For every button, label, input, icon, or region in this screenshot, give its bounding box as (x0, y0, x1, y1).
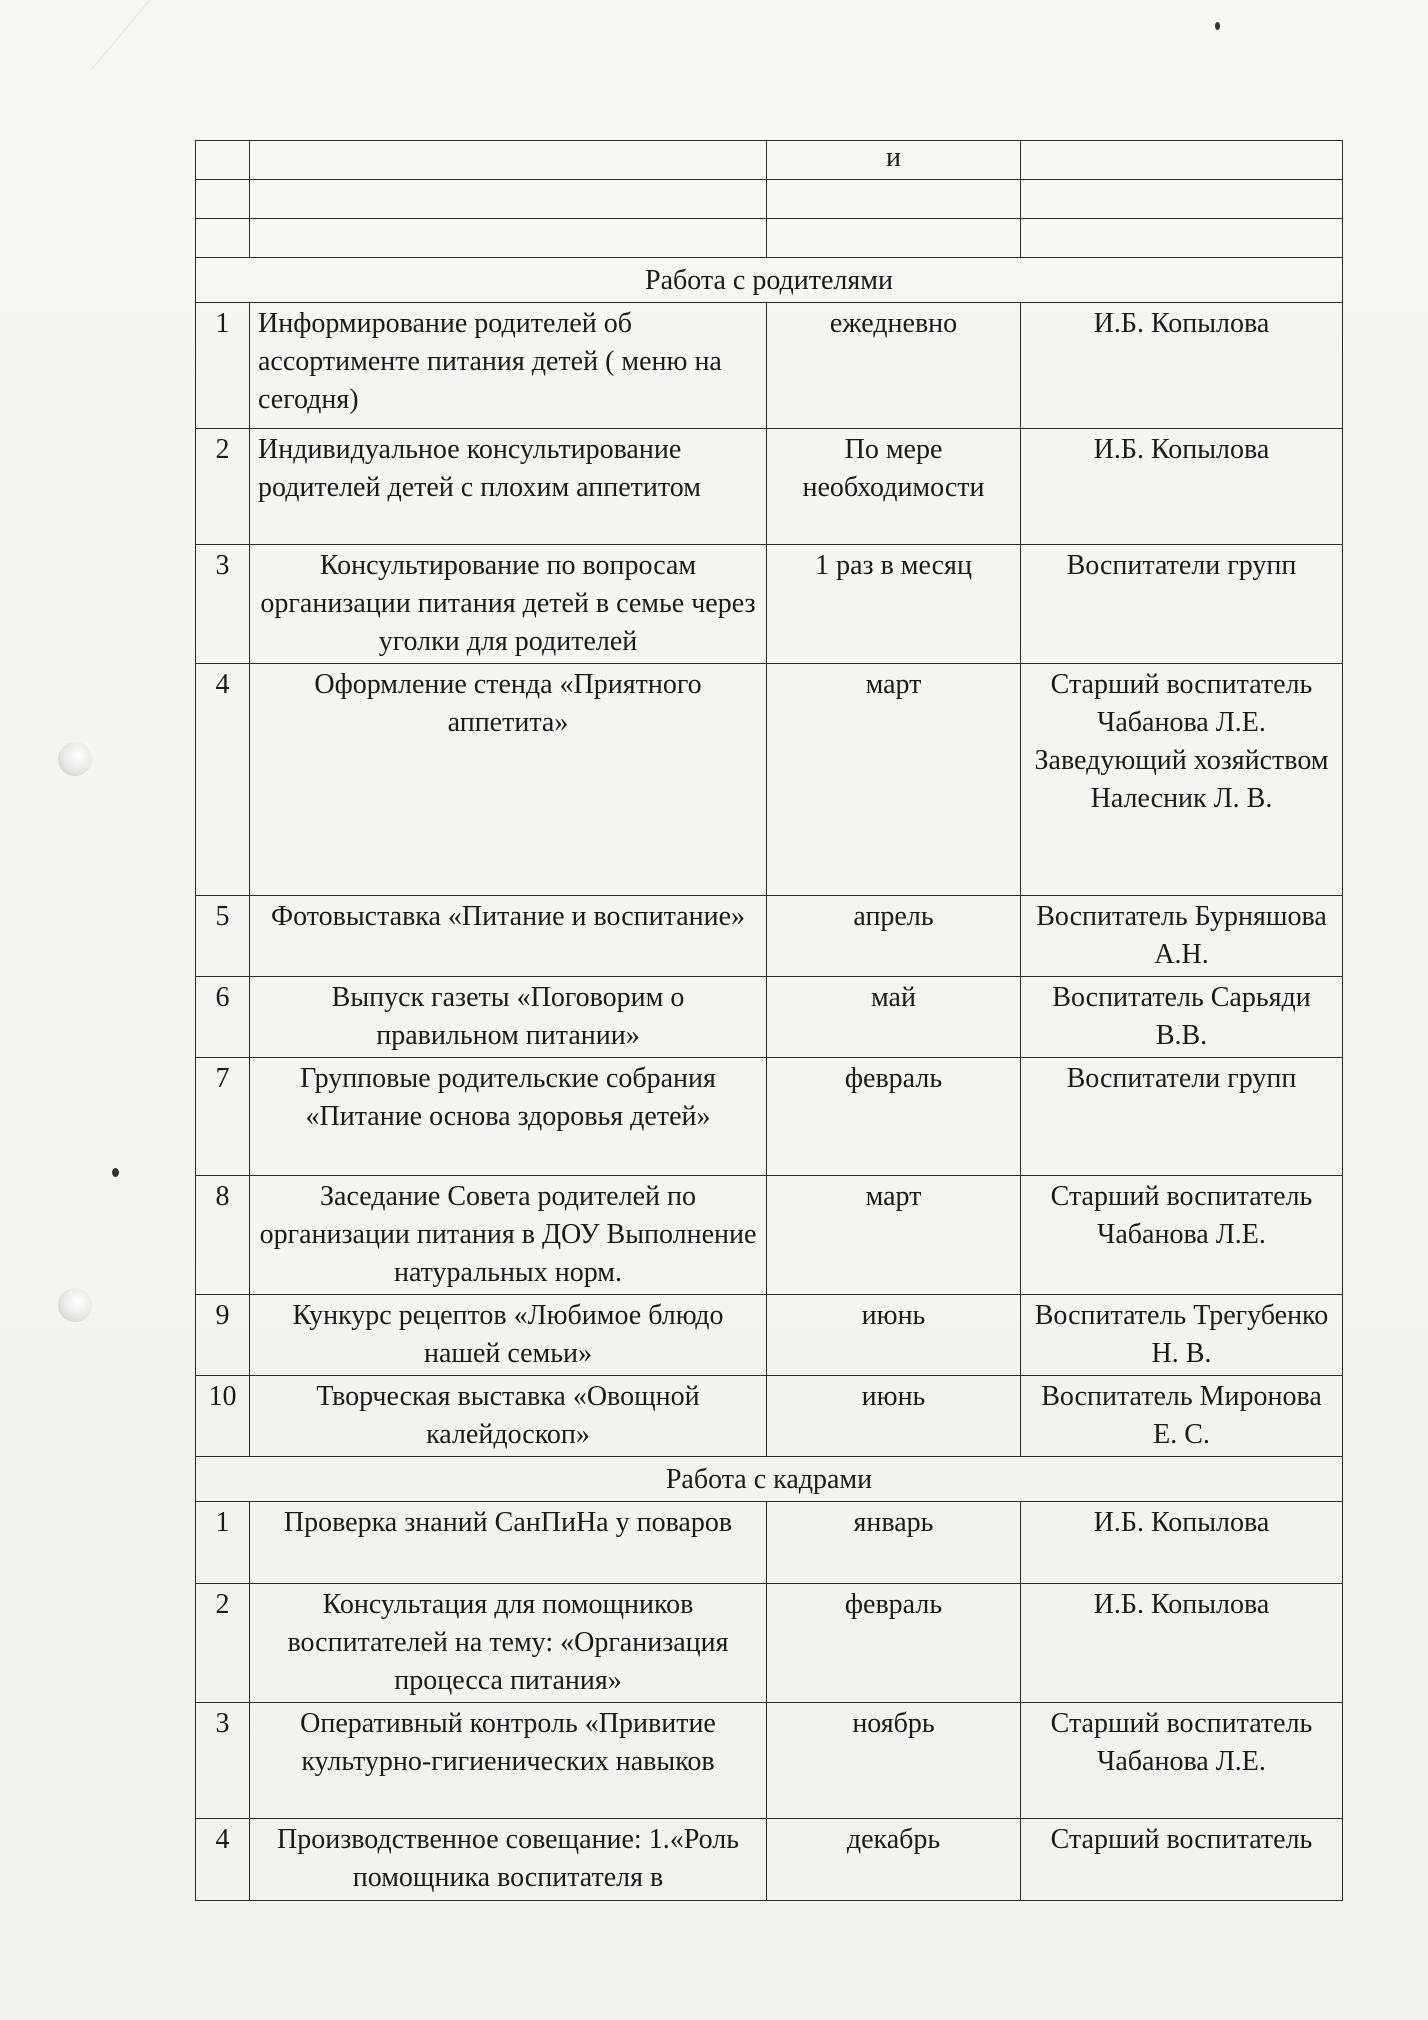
responsible-cell: Старший воспитатель Чабанова Л.Е. (1021, 1703, 1343, 1819)
date-cell: февраль (767, 1058, 1021, 1176)
event-cell: Консультирование по вопросам организации питания детей в семье через уголки для родителей (250, 545, 767, 664)
responsible-cell: Старший воспитатель (1021, 1819, 1343, 1901)
table-row (196, 219, 1343, 258)
responsible-cell: Воспитатель Трегубенко Н. В. (1021, 1295, 1343, 1376)
row-number: 3 (196, 545, 250, 664)
date-cell: февраль (767, 1584, 1021, 1703)
row-number: 1 (196, 1502, 250, 1584)
row-number: 10 (196, 1376, 250, 1457)
responsible-cell: И.Б. Копылова (1021, 1584, 1343, 1703)
table-cell (250, 219, 767, 258)
event-cell: Оформление стенда «Приятного аппетита» (250, 664, 767, 896)
table-row (196, 1819, 1343, 1901)
event-cell: Заседание Совета родителей по организации питания в ДОУ Выполнение натуральных норм. (250, 1176, 767, 1295)
responsible-cell: Воспитатели групп (1021, 1058, 1343, 1176)
table-row (196, 977, 1343, 1058)
punch-hole-upper (58, 742, 92, 776)
event-cell: Фотовыставка «Питание и воспитание» (250, 896, 767, 977)
row-number: 5 (196, 896, 250, 977)
date-cell: март (767, 1176, 1021, 1295)
table-row (196, 303, 1343, 429)
table-row (196, 545, 1343, 664)
table-cell (196, 219, 250, 258)
event-cell: Проверка знаний СанПиНа у поваров (250, 1502, 767, 1584)
responsible-cell: Старший воспитатель Чабанова Л.Е. Заведующий хозяйством Налесник Л. В. (1021, 664, 1343, 896)
responsible-cell: И.Б. Копылова (1021, 1502, 1343, 1584)
row-number: 4 (196, 664, 250, 896)
responsible-cell: Старший воспитатель Чабанова Л.Е. (1021, 1176, 1343, 1295)
row-number: 9 (196, 1295, 250, 1376)
event-cell: Творческая выставка «Овощной калейдоскоп» (250, 1376, 767, 1457)
event-cell: Консультация для помощников воспитателей на тему: «Организация процесса питания» (250, 1584, 767, 1703)
table-cell (1021, 141, 1343, 180)
table-cell (250, 141, 767, 180)
event-cell: Групповые родительские собрания «Питание основа здоровья детей» (250, 1058, 767, 1176)
table-row (196, 1584, 1343, 1703)
table-row (196, 1502, 1343, 1584)
section-header-staff (196, 1457, 1343, 1502)
date-cell: ежедневно (767, 303, 1021, 429)
row-number: 2 (196, 429, 250, 545)
table-row (196, 429, 1343, 545)
date-cell: январь (767, 1502, 1021, 1584)
table-cell (196, 180, 250, 219)
event-cell: Выпуск газеты «Поговорим о правильном питании» (250, 977, 767, 1058)
date-cell: По мере необходимости (767, 429, 1021, 545)
date-cell: ноябрь (767, 1703, 1021, 1819)
responsible-cell: Воспитатель Бурняшова А.Н. (1021, 896, 1343, 977)
scan-speck (112, 1168, 119, 1177)
table-row (196, 896, 1343, 977)
row-number: 7 (196, 1058, 250, 1176)
event-cell: Информирование родителей об ассортименте питания детей ( меню на сегодня) (250, 303, 767, 429)
event-cell: Производственное совещание: 1.«Роль помощника воспитателя в (250, 1819, 767, 1901)
table-cell: и (767, 141, 1021, 180)
row-number: 2 (196, 1584, 250, 1703)
date-cell: 1 раз в месяц (767, 545, 1021, 664)
responsible-cell: Воспитатели групп (1021, 545, 1343, 664)
responsible-cell: Воспитатель Сарьяди В.В. (1021, 977, 1343, 1058)
row-number: 3 (196, 1703, 250, 1819)
row-number: 4 (196, 1819, 250, 1901)
section-title: Работа с кадрами (196, 1457, 1343, 1502)
row-number: 8 (196, 1176, 250, 1295)
event-cell: Индивидуальное консультирование родителей детей с плохим аппетитом (250, 429, 767, 545)
table-row (196, 1376, 1343, 1457)
table-row (196, 664, 1343, 896)
table-cell (196, 141, 250, 180)
event-cell: Кункурс рецептов «Любимое блюдо нашей семьи» (250, 1295, 767, 1376)
responsible-cell: Воспитатель Миронова Е. С. (1021, 1376, 1343, 1457)
date-cell: июнь (767, 1376, 1021, 1457)
table-row (196, 141, 1343, 180)
table-cell (767, 180, 1021, 219)
date-cell: март (767, 664, 1021, 896)
table-row (196, 1295, 1343, 1376)
scan-speck (1215, 22, 1220, 30)
section-title: Работа с родителями (196, 258, 1343, 303)
table-cell (250, 180, 767, 219)
table-cell (1021, 180, 1343, 219)
table-cell (1021, 219, 1343, 258)
table-row (196, 180, 1343, 219)
page-fold-shadow (1, 0, 151, 70)
responsible-cell: И.Б. Копылова (1021, 429, 1343, 545)
event-cell: Оперативный контроль «Привитие культурно-гигиенических навыков (250, 1703, 767, 1819)
section-header-parents (196, 258, 1343, 303)
row-number: 6 (196, 977, 250, 1058)
table-row (196, 1703, 1343, 1819)
date-cell: май (767, 977, 1021, 1058)
punch-hole-lower (58, 1288, 92, 1322)
nutrition-plan-table (195, 140, 1343, 1901)
date-cell: апрель (767, 896, 1021, 977)
row-number: 1 (196, 303, 250, 429)
date-cell: декабрь (767, 1819, 1021, 1901)
date-cell: июнь (767, 1295, 1021, 1376)
table-cell (767, 219, 1021, 258)
table-row (196, 1176, 1343, 1295)
table-row (196, 1058, 1343, 1176)
responsible-cell: И.Б. Копылова (1021, 303, 1343, 429)
